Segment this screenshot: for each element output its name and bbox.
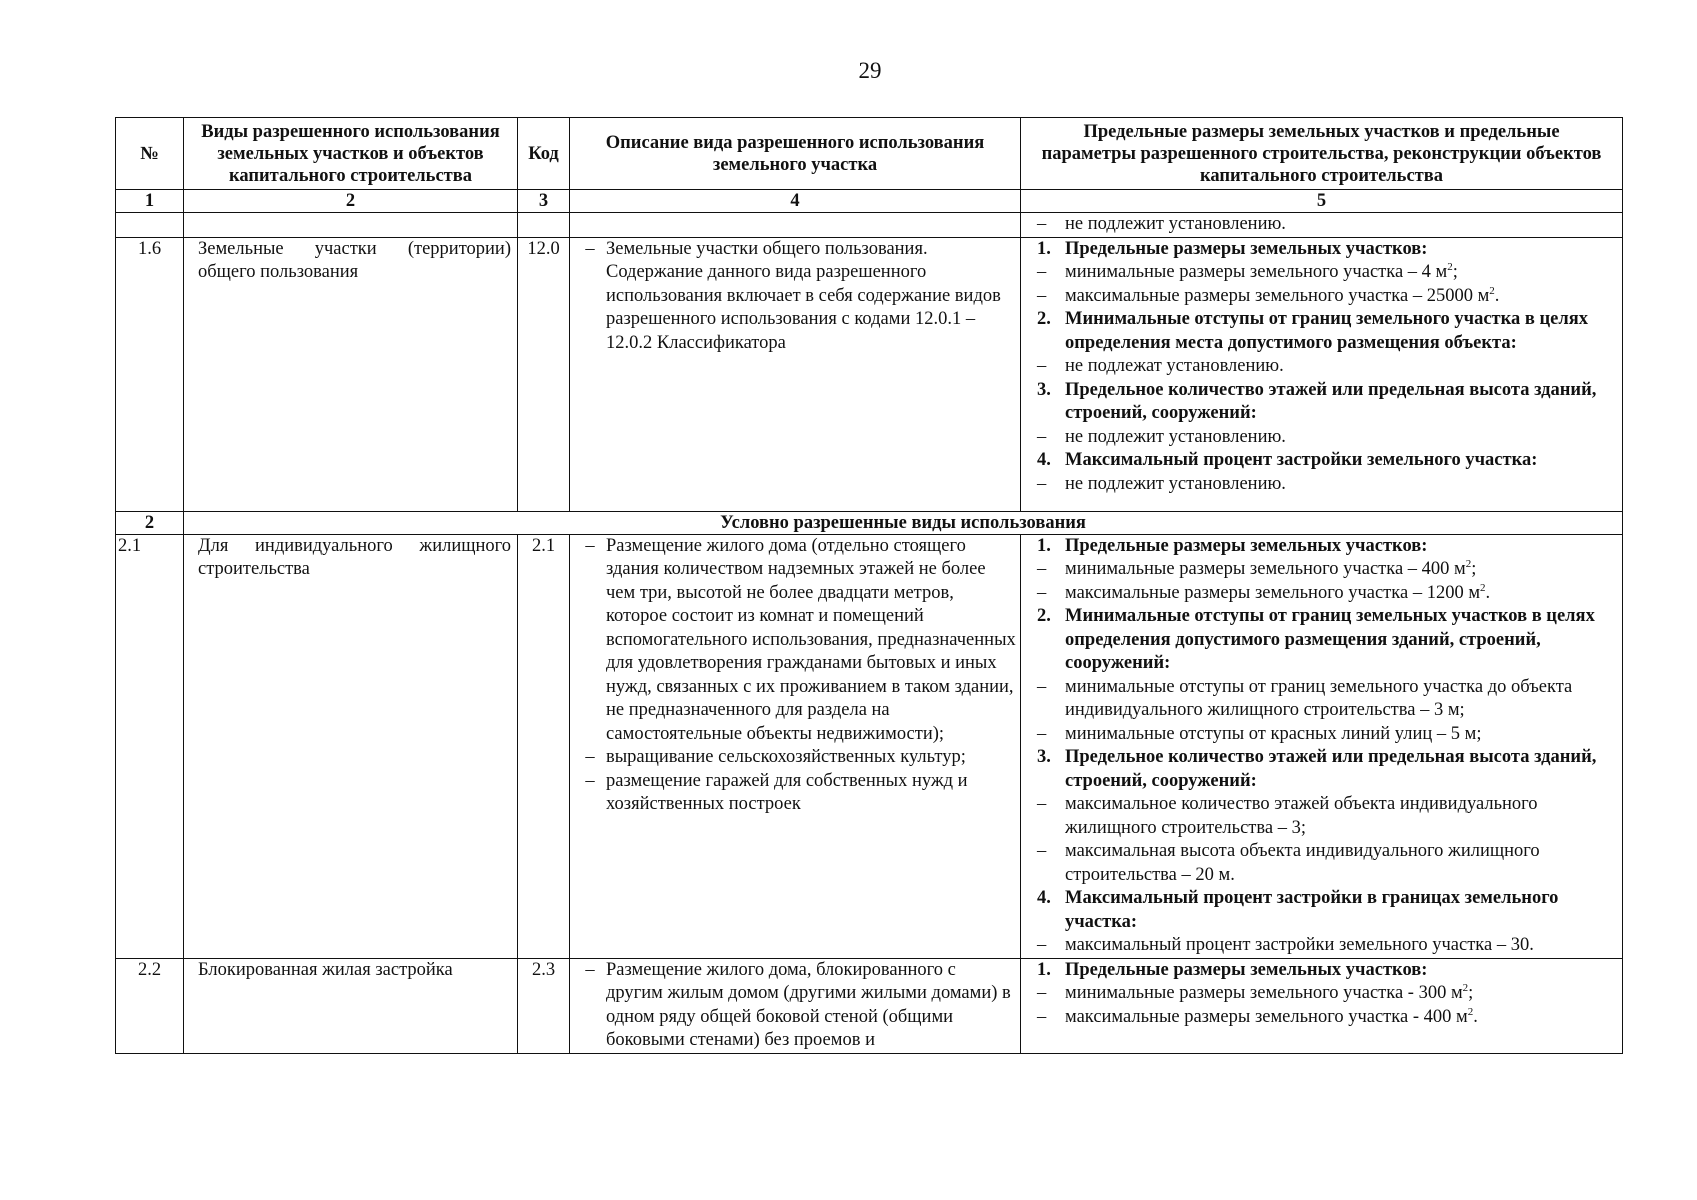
list-item (574, 746, 1016, 770)
continuation-row (116, 213, 1623, 238)
list-heading (1025, 887, 1618, 934)
list-item-text: максимальное количество этажей объекта индивидуального жилищного строительства – 3; (1065, 794, 1538, 838)
list-item-text: не подлежит установлению. (1065, 473, 1286, 494)
header-description: Описание вида разрешенного использования земельного участка (570, 118, 1021, 190)
dash-marker: – (585, 959, 595, 980)
list-item (1025, 558, 1618, 582)
number-marker: 3. (1037, 747, 1051, 767)
list-heading (1025, 449, 1618, 473)
dash-marker: – (1037, 426, 1047, 447)
list-item-text: не подлежат установлению. (1065, 356, 1284, 376)
list-item-text: минимальные размеры земельного участка – 4 $м^2$; (1065, 260, 1458, 282)
use-code: 12.0 (518, 237, 570, 511)
use-limits (1021, 534, 1623, 958)
list-item-text: Предельные размеры земельных участков: (1065, 959, 1428, 980)
list-item-text: Максимальный процент застройки в границах земельного участка: (1065, 888, 1559, 932)
list-item (1025, 261, 1618, 285)
list-item-text: Земельные участки общего пользования. Содержание данного вида разрешенного использования включает в себя содержание видов разрешенного использования с кодами 12.0.1 – 12.0.2 Классификатора (606, 238, 1001, 353)
row-number: 1.6 (116, 237, 184, 511)
number-marker: 1. (1037, 959, 1051, 980)
table-row (116, 237, 1623, 511)
dash-marker: – (1037, 794, 1047, 814)
dash-marker: – (1037, 1006, 1047, 1027)
use-type: Блокированная жилая застройка (184, 958, 518, 1053)
dash-marker: – (585, 535, 595, 556)
list-item (1025, 285, 1618, 309)
list-item (574, 770, 1016, 817)
superscript: 2 (1465, 557, 1472, 570)
list-item-text: не подлежит установлению. (1065, 426, 1286, 447)
section-row (116, 511, 1623, 534)
list-item-text: минимальные отступы от красных линий улиц – 5 м; (1065, 723, 1482, 744)
section-title: Условно разрешенные виды использования (184, 511, 1623, 534)
column-index: 1 (116, 190, 184, 213)
superscript: 2 (1489, 284, 1495, 297)
list-item (1025, 676, 1618, 723)
list-item-text: Предельные размеры земельных участков: (1065, 238, 1428, 259)
list-heading (1025, 308, 1618, 355)
list-item (574, 535, 1016, 747)
list-item (1025, 723, 1618, 747)
list-item-text: максимальные размеры земельного участка - 400 $м^2$. (1065, 1005, 1478, 1027)
dash-marker: – (1037, 473, 1047, 494)
superscript: 2 (1480, 581, 1486, 594)
dash-marker: – (1037, 356, 1047, 376)
list-heading (1025, 746, 1618, 793)
list-item (1025, 355, 1618, 379)
dash-marker: – (1037, 262, 1047, 282)
list-item (574, 238, 1016, 356)
row-number: 2.1 (116, 534, 184, 958)
superscript: 2 (1462, 981, 1469, 994)
superscript: 2 (1467, 1005, 1474, 1018)
dash-marker: – (585, 747, 595, 767)
number-marker: 1. (1037, 238, 1051, 259)
number-marker: 3. (1037, 379, 1051, 400)
use-limits (1021, 958, 1623, 1053)
dash-marker: – (1037, 559, 1047, 579)
header-limits: Предельные размеры земельных участков и предельные параметры разрешенного строительства, реконструкции объектов капитального строительства (1021, 118, 1623, 190)
use-type: Для индивидуального жилищного строительства (184, 534, 518, 958)
list-heading (1025, 605, 1618, 676)
header-code: Код (518, 118, 570, 190)
row-number: 2.2 (116, 958, 184, 1053)
dash-marker: – (1037, 285, 1047, 306)
dash-marker: – (1037, 723, 1047, 744)
table-header-row (116, 118, 1623, 190)
list-item-text: Размещение жилого дома (отдельно стоящего здания количеством надземных этажей не более чем три, высотой не более двадцати метров, которое состоит из комнат и помещений вспомогательного использования, предназначенных для удовлетворения гражданами бытовых и иных нужд, связанных с их проживанием в таком здании, не предназначенного для раздела на самостоятельные объекты недвижимости); (606, 535, 1016, 744)
list-item (574, 959, 1016, 1053)
dash-marker: – (585, 238, 595, 259)
section-number: 2 (116, 511, 184, 534)
use-description (570, 534, 1021, 958)
list-item-text: размещение гаражей для собственных нужд и хозяйственных построек (606, 770, 968, 814)
table-row (116, 534, 1623, 958)
list-item-text: минимальные размеры земельного участка – 400 $м^2$; (1065, 557, 1477, 579)
use-limits (1021, 237, 1623, 511)
dash-marker: – (1037, 841, 1047, 861)
list-item-text: Предельное количество этажей или предельная высота зданий, строений, сооружений: (1065, 747, 1597, 791)
list-heading (1025, 535, 1618, 559)
number-marker: 2. (1037, 606, 1051, 626)
column-index: 3 (518, 190, 570, 213)
table-row (116, 958, 1623, 1053)
list-item-text: выращивание сельскохозяйственных культур; (606, 747, 966, 767)
list-item (1025, 982, 1618, 1006)
dash-marker: – (1037, 214, 1047, 234)
use-code: 2.3 (518, 958, 570, 1053)
list-heading (1025, 238, 1618, 262)
list-item-text: Минимальные отступы от границ земельного участка в целях определения места допустимого размещения объекта: (1065, 309, 1588, 353)
list-item (1025, 1006, 1618, 1030)
list-item-text: Предельные размеры земельных участков: (1065, 535, 1428, 556)
list-item-text: максимальная высота объекта индивидуального жилищного строительства – 20 м. (1065, 841, 1540, 885)
dash-marker: – (585, 770, 595, 791)
dash-marker: – (1037, 676, 1047, 697)
column-index: 4 (570, 190, 1021, 213)
use-description (570, 958, 1021, 1053)
column-index-row (116, 190, 1623, 213)
list-item-text: Максимальный процент застройки земельного участка: (1065, 450, 1538, 470)
page-number: 29 (858, 58, 882, 83)
list-item (1025, 426, 1618, 450)
list-item (1025, 473, 1618, 497)
number-marker: 1. (1037, 535, 1051, 556)
list-item-text: Предельное количество этажей или предельная высота зданий, строений, сооружений: (1065, 379, 1597, 423)
use-type: Земельные участки (территории) общего пользования (184, 237, 518, 511)
superscript: 2 (1447, 260, 1453, 273)
list-heading (1025, 379, 1618, 426)
list-item (1025, 840, 1618, 887)
list-heading (1025, 959, 1618, 983)
list-item-text: Размещение жилого дома, блокированного с другим жилым домом (другими жилыми домами) в одном ряду общей боковой стеной (общими боковыми стенами) без проемов и (606, 959, 1011, 1050)
column-index: 5 (1021, 190, 1623, 213)
land-use-table (115, 117, 1623, 1054)
list-item (1025, 213, 1618, 237)
number-marker: 4. (1037, 888, 1051, 908)
list-item-text: Минимальные отступы от границ земельных участков в целях определения допустимого размещения зданий, строений, сооружений: (1065, 606, 1595, 673)
list-item (1025, 793, 1618, 840)
list-item (1025, 934, 1618, 958)
use-code: 2.1 (518, 534, 570, 958)
number-marker: 2. (1037, 309, 1051, 329)
column-index: 2 (184, 190, 518, 213)
use-description (570, 237, 1021, 511)
header-no: № (116, 118, 184, 190)
dash-marker: – (1037, 983, 1047, 1003)
header-types: Виды разрешенного использования земельных участков и объектов капитального строительства (184, 118, 518, 190)
list-item-text: минимальные размеры земельного участка - 300 $м^2$; (1065, 981, 1474, 1003)
list-item-text: не подлежит установлению. (1065, 214, 1286, 234)
number-marker: 4. (1037, 450, 1051, 470)
list-item-text: максимальные размеры земельного участка – 25000 $м^2$. (1065, 284, 1500, 306)
dash-marker: – (1037, 935, 1047, 955)
list-item-text: максимальный процент застройки земельного участка – 30. (1065, 935, 1534, 955)
list-item (1025, 582, 1618, 606)
list-item-text: максимальные размеры земельного участка – 1200 $м^2$. (1065, 581, 1491, 603)
list-item-text: минимальные отступы от границ земельного участка до объекта индивидуального жилищного строительства – 3 м; (1065, 676, 1573, 720)
dash-marker: – (1037, 582, 1047, 603)
